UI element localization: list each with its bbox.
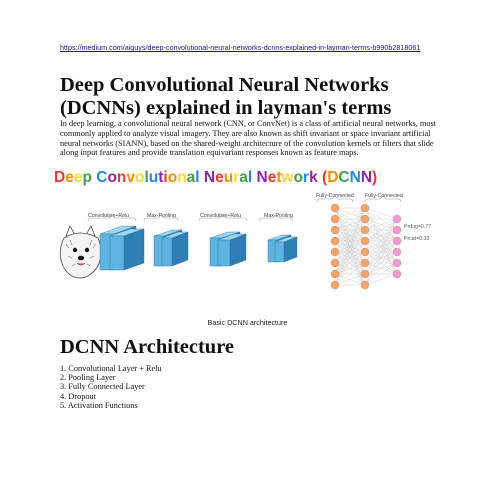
list-item: 1. Convolutional Layer + Relu xyxy=(60,364,162,373)
fc-node xyxy=(361,226,369,234)
output-label-cat: Prcat=0.33 xyxy=(404,236,430,242)
fc-node xyxy=(361,259,369,267)
fc-node xyxy=(331,270,339,278)
label-pool1: Max-Pooling xyxy=(147,213,176,219)
feature-map-block xyxy=(162,232,188,266)
article-url-link[interactable]: https://medium.com/aiguys/deep-convolutional-neural-networks-dcnns-explained-in-layman-terms-b990b2818061 xyxy=(60,43,421,52)
label-pool2: Max-Pooling xyxy=(264,213,293,219)
fc-node xyxy=(361,248,369,256)
fc-node xyxy=(331,259,339,267)
fc-node xyxy=(361,215,369,223)
architecture-list xyxy=(60,364,162,410)
list-item: 5. Activation Functions xyxy=(60,400,138,410)
fc-node xyxy=(393,259,401,267)
fully-connected-network xyxy=(331,204,401,289)
fc-node xyxy=(331,226,339,234)
feature-map-block xyxy=(110,229,144,270)
fc-node xyxy=(393,248,401,256)
diagram-title: Deep Convolutional Neural Network (DCNN) xyxy=(54,169,378,186)
figure-caption: Basic DCNN architecture xyxy=(207,318,288,327)
list-item: 4. Dropout xyxy=(60,391,96,401)
article-title: Deep Convolutional Neural Networks (DCNNs) explained in layman's terms xyxy=(60,74,392,119)
feature-map-block xyxy=(218,234,246,266)
list-item: 3. Fully Connected Layer xyxy=(60,382,145,392)
intro-paragraph: In deep learning, a convolutional neural network (CNN, or ConvNet) is a class of artificial neural networks, most commonly applied to analyze visual imagery. They are also known as shift invariant or space invariant artificial neural networks (SIANN), based on the shared-weight architecture of the convolution kernels or filters that slide along input features and provide translation equivariant responses known as feature maps. xyxy=(60,119,437,158)
dcnn-architecture-diagram xyxy=(54,164,452,314)
output-label-dog: Prdog=0.77 xyxy=(404,224,431,230)
feature-map-blocks xyxy=(100,226,297,270)
fc-node xyxy=(361,270,369,278)
fc-node xyxy=(393,237,401,245)
fc-node xyxy=(393,215,401,223)
fc-node xyxy=(393,270,401,278)
label-conv1: Convolution+Relu xyxy=(88,213,130,219)
fc-node xyxy=(361,237,369,245)
layer-labels xyxy=(88,193,403,221)
label-conv2: Convolution+Relu xyxy=(200,213,242,219)
dog-image xyxy=(60,226,101,278)
fc-node xyxy=(331,215,339,223)
label-fc2: Fully-Connected xyxy=(365,193,403,199)
list-item: 2. Pooling Layer xyxy=(60,373,116,383)
fc-node xyxy=(361,281,369,289)
fc-node xyxy=(331,281,339,289)
fc-node xyxy=(331,237,339,245)
fc-node xyxy=(393,226,401,234)
fc-node xyxy=(361,204,369,212)
feature-map-block xyxy=(275,237,297,262)
fc-node xyxy=(331,248,339,256)
fc-node xyxy=(331,204,339,212)
label-fc1: Fully-Connected xyxy=(316,193,354,199)
section-heading: DCNN Architecture xyxy=(60,336,235,358)
